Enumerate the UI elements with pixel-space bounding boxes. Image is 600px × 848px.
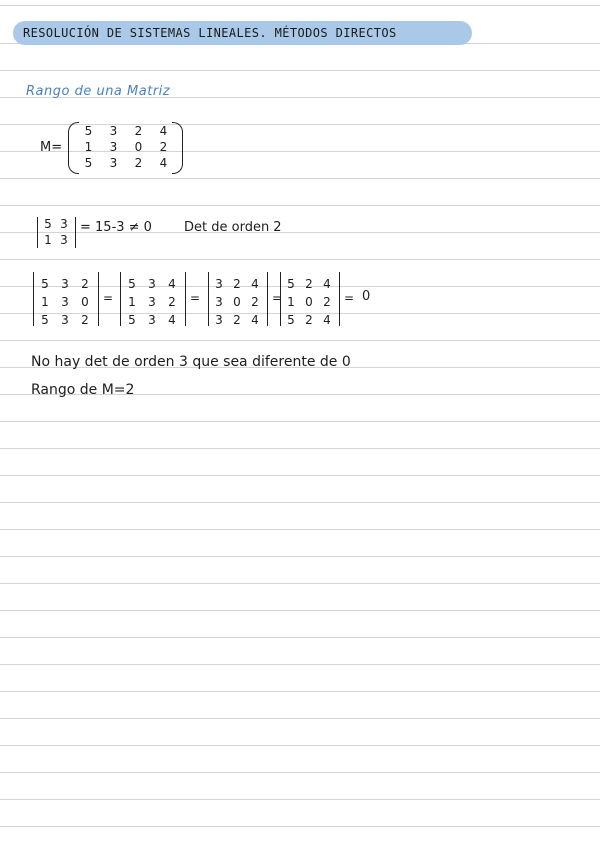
title-banner: RESOLUCIÓN DE SISTEMAS LINEALES. MÉTODOS DIRECTOS bbox=[13, 21, 472, 45]
matrix-cell: 4 bbox=[159, 124, 168, 138]
matrix-cell: 3 bbox=[215, 313, 223, 327]
right-paren bbox=[172, 122, 183, 174]
matrix-cell: 3 bbox=[61, 313, 69, 327]
matrix-cell: 3 bbox=[215, 295, 223, 309]
det-bar-right bbox=[267, 272, 268, 326]
matrix-cell: 3 bbox=[61, 277, 69, 291]
matrix-cell: 3 bbox=[109, 140, 118, 154]
matrix-cell: 5 bbox=[84, 124, 93, 138]
det-3x3-grid bbox=[122, 275, 182, 329]
det-3x3-grid bbox=[210, 275, 264, 329]
matrix-cell: 2 bbox=[323, 295, 331, 309]
section-title: Rango de una Matriz bbox=[26, 84, 171, 99]
matrix-cell: 4 bbox=[323, 277, 331, 291]
matrix-cell: 1 bbox=[287, 295, 295, 309]
matrix-cell: 2 bbox=[134, 124, 143, 138]
matrix-cell: 5 bbox=[287, 313, 295, 327]
matrix-cell: 2 bbox=[305, 313, 313, 327]
det-bar-left bbox=[208, 272, 209, 326]
matrix-label: M= bbox=[40, 140, 63, 155]
equals-sign: = bbox=[190, 291, 201, 305]
matrix-cell: 3 bbox=[148, 295, 156, 309]
matrix-cell: 5 bbox=[84, 156, 93, 170]
matrix-cell: 3 bbox=[109, 156, 118, 170]
matrix-cell: 5 bbox=[128, 313, 136, 327]
det-3x3-grid bbox=[282, 275, 336, 329]
det-bar-left bbox=[33, 272, 34, 326]
matrix-cell: 2 bbox=[81, 277, 89, 291]
matrix-cell: 2 bbox=[251, 295, 259, 309]
matrix-cell: 0 bbox=[134, 140, 143, 154]
matrix-cell: 5 bbox=[41, 277, 49, 291]
matrix-cell: 1 bbox=[41, 295, 49, 309]
equals-sign: = bbox=[103, 291, 114, 305]
matrix-cell: 3 bbox=[215, 277, 223, 291]
det-bar-left bbox=[280, 272, 281, 326]
matrix-cell: 3 bbox=[60, 217, 68, 231]
matrix-cell: 2 bbox=[233, 277, 241, 291]
det-3x3-grid bbox=[35, 275, 95, 329]
matrix-cell: 4 bbox=[168, 277, 176, 291]
det-bar-right bbox=[98, 272, 99, 326]
det-bar-right bbox=[185, 272, 186, 326]
matrix-cell: 5 bbox=[41, 313, 49, 327]
matrix-cell: 4 bbox=[251, 277, 259, 291]
equals-sign: = bbox=[344, 291, 355, 305]
matrix-cell: 5 bbox=[128, 277, 136, 291]
matrix-cell: 4 bbox=[168, 313, 176, 327]
matrix-cell: 1 bbox=[128, 295, 136, 309]
matrix-cell: 0 bbox=[305, 295, 313, 309]
matrix-cell: 3 bbox=[148, 277, 156, 291]
det-2x2-note: Det de orden 2 bbox=[184, 220, 282, 235]
matrix-cell: 2 bbox=[305, 277, 313, 291]
matrix-cell: 1 bbox=[44, 233, 52, 247]
matrix-cell: 0 bbox=[233, 295, 241, 309]
det-result: 0 bbox=[362, 289, 371, 304]
matrix-cell: 5 bbox=[44, 217, 52, 231]
matrix-cell: 4 bbox=[251, 313, 259, 327]
equals-sign: = bbox=[272, 291, 283, 305]
matrix-cell: 2 bbox=[81, 313, 89, 327]
matrix-cell: 3 bbox=[60, 233, 68, 247]
matrix-cell: 5 bbox=[287, 277, 295, 291]
matrix-cell: 4 bbox=[323, 313, 331, 327]
det-bar-left bbox=[37, 217, 38, 248]
det-2x2-calc: = 15-3 ≠ 0 bbox=[80, 220, 152, 235]
matrix-cell: 1 bbox=[84, 140, 93, 154]
matrix-cell: 2 bbox=[159, 140, 168, 154]
matrix-cell: 3 bbox=[109, 124, 118, 138]
matrix-grid bbox=[76, 123, 176, 171]
matrix-cell: 2 bbox=[134, 156, 143, 170]
det-2x2-grid bbox=[40, 216, 72, 248]
det-bar-left bbox=[120, 272, 121, 326]
matrix-cell: 2 bbox=[233, 313, 241, 327]
matrix-cell: 0 bbox=[81, 295, 89, 309]
conclusion-line-1: No hay det de orden 3 que sea diferente de 0 bbox=[31, 354, 351, 370]
matrix-cell: 3 bbox=[148, 313, 156, 327]
matrix-cell: 4 bbox=[159, 156, 168, 170]
det-bar-right bbox=[339, 272, 340, 326]
det-bar-right bbox=[75, 217, 76, 248]
conclusion-line-2: Rango de M=2 bbox=[31, 382, 135, 398]
matrix-cell: 2 bbox=[168, 295, 176, 309]
matrix-cell: 3 bbox=[61, 295, 69, 309]
